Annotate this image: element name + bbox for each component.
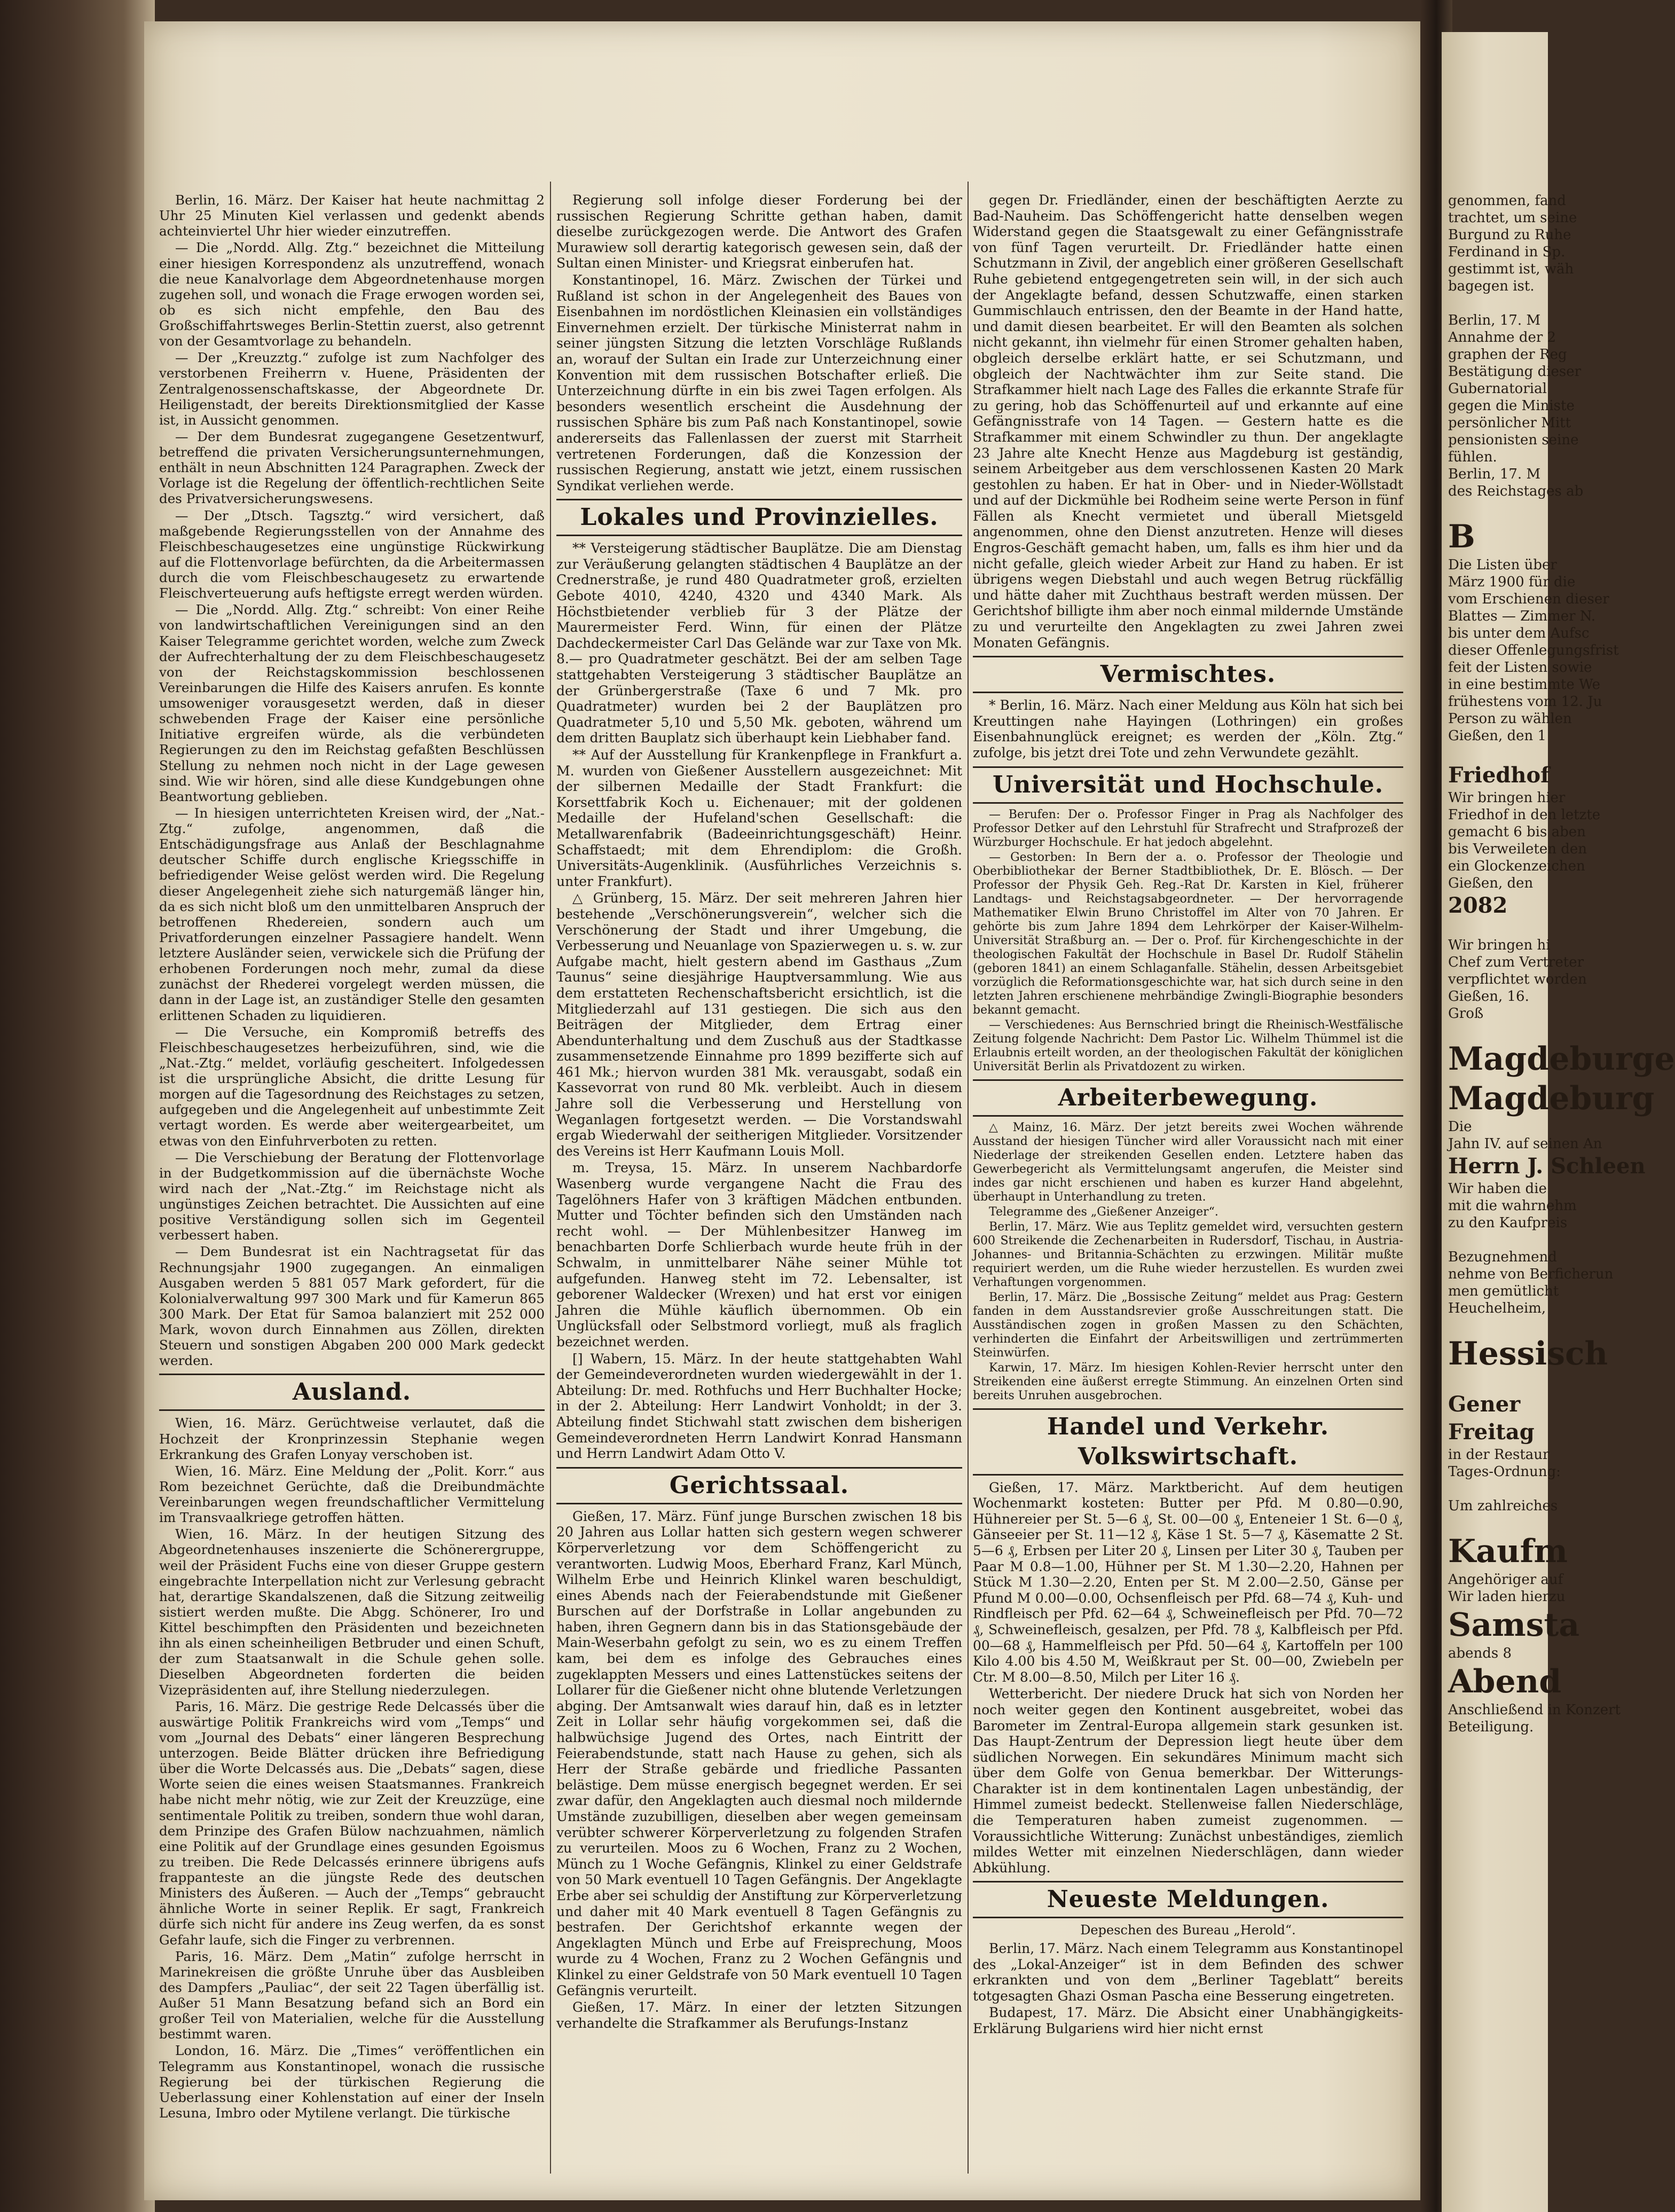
konstantinopel-section bbox=[556, 192, 962, 493]
adjacent-page-line: Blattes — Zimmer N. bbox=[1448, 608, 1596, 624]
arbeiterbewegung-section bbox=[973, 1121, 1403, 1403]
adjacent-page-line: Um zahlreiches bbox=[1448, 1498, 1558, 1514]
ausland-heading: Ausland. bbox=[159, 1374, 545, 1411]
adjacent-page-line: Gießen, den 1 bbox=[1448, 728, 1547, 744]
adjacent-page-line: Heuchelheim, bbox=[1448, 1300, 1546, 1316]
adjacent-page-line bbox=[1448, 920, 1548, 937]
adjacent-page-line: Berlin, 17. M bbox=[1448, 312, 1541, 328]
article-paragraph: m. Treysa, 15. März. In unserem Nachbardorfe Wasenberg wurde vergangene Nacht die Frau des Tagelöhners Hafer von 3 kräftigen Mädchen entbunden. Mutter und Töchter befinden sich den Umständen nach recht wohl. — Der Mühlenbesitzer Hanweg im benachbarten Dorfe Schlierbach wurde heute früh in der Schwalm, in unmittelbarer Nähe seiner Mühle tot aufgefunden. Hanweg steht im 72. Lebensalter, ist geborener Waldecker (Wrexen) und hat erst vor einigen Jahren die Mühle käuflich übernommen. Ob ein Unglücksfall oder Selbstmord vorliegt, muß als fraglich bezeichnet werden. bbox=[556, 1160, 962, 1350]
adjacent-page-line: Wir haben die bbox=[1448, 1181, 1547, 1197]
adjacent-page-line: Berlin, 17. M bbox=[1448, 466, 1541, 482]
article-paragraph: Berlin, 17. März. Nach einem Telegramm aus Konstantinopel des „Lokal-Anzeiger“ ist in dem Befinden des schwer erkrankten und von dem „Berliner Tageblatt“ bereits totgesagten Ghazi Osman Pascha eine Besserung eingetreten. bbox=[973, 1941, 1403, 2004]
article-paragraph: Konstantinopel, 16. März. Zwischen der Türkei und Rußland ist schon in der Angelegenheit des Baues von Eisenbahnen im nordöstlichen Kleinasien ein vollständiges Einvernehmen erzielt. Der türkische Ministerrat nahm in seiner jüngsten Sitzung die letzten Vorschläge Rußlands an, worauf der Sultan ein Irade zur Unterzeichnung einer Konvention mit dem russischen Botschafter erließ. Die Unterzeichnung dürfte in ein bis zwei Tagen erfolgen. Als besonders wesentlich erscheint die Ausdehnung der russischen Sphäre bis zum Paß nach Konstantinopel, sowie andererseits das Fallenlassen der zuerst mit Starrheit vertretenen Forderungen, daß die Konzession der russischen Regierung, anstatt wie jetzt, einem russischen Syndikat verliehen werde. bbox=[556, 272, 962, 493]
adjacent-page-line: Annahme der 2 bbox=[1448, 330, 1556, 346]
adjacent-page-line: fühlen. bbox=[1448, 449, 1497, 465]
adjacent-page-line: nehme von Berficherun bbox=[1448, 1266, 1614, 1282]
adjacent-page-line: gemacht 6 bis aben bbox=[1448, 824, 1586, 840]
adjacent-page-line bbox=[1448, 1317, 1548, 1334]
book-spine bbox=[0, 0, 155, 2212]
article-paragraph: Regierung soll infolge dieser Forderung bei der russischen Regierung Schritte gethan haben, damit dieselbe zurückgezogen werde. Die Antwort des Grafen Murawiew soll derartig kategorisch gewesen sein, daß der Sultan einen Minister- und Kriegsrat einberufen hat. bbox=[556, 192, 962, 271]
adjacent-page-line: März 1900 für die bbox=[1448, 574, 1576, 590]
adjacent-page-line: bis unter dem Aufsc bbox=[1448, 625, 1590, 641]
adjacent-page-line: Friedhof in den letzte bbox=[1448, 807, 1601, 823]
column-1 bbox=[159, 192, 545, 2121]
vermischtes-heading: Vermischtes. bbox=[973, 656, 1403, 693]
adjacent-page-line: trachtet, um seine bbox=[1448, 210, 1577, 226]
adjacent-page-line: in der Restaur bbox=[1448, 1447, 1550, 1463]
article-paragraph: Budapest, 17. März. Die Absicht einer Unabhängigkeits-Erklärung Bulgariens wird hier nicht ernst bbox=[973, 2005, 1403, 2036]
article-paragraph: — In hiesigen unterrichteten Kreisen wird, der „Nat.-Ztg.“ zufolge, angenommen, daß die Entschädigungsfrage aus Anlaß der Beschlagnahme deutscher Schiffe durch englische Kriegsschiffe in befriedigender Weise gelöst werden wird. Die Regelung dieser Angelegenheit ziehe sich naturgemäß länger hin, da es sich nicht bloß um den unmittelbaren Anspruch der betroffenen Rhedereien, sondern auch um Privatforderungen einzelner Passagiere handelt. Wenn letztere Ausländer seien, verwickele sich die Prüfung der erhobenen Forderungen noch mehr, zumal da diese zunächst der Rhederei vorgelegt werden müssen, die dann in der Lage ist, an zuständiger Stelle den gesamten erlittenen Schaden zu liquidieren. bbox=[159, 805, 545, 1023]
article-paragraph: Gießen, 17. März. Fünf junge Burschen zwischen 18 bis 20 Jahren aus Lollar hatten sich gestern wegen schwerer Körperverletzung vor dem Schöffengericht zu verantworten. Ludwig Moos, Eberhard Franz, Karl Münch, Wilhelm Erbe und Heinrich Klinkel waren beschuldigt, eines Abends nach der Feierabendstunde mit Gießener Burschen auf der Dorfstraße in Lollar angebunden zu haben, ihren Gegnern dann bis in das Stationsgebäude der Main-Weserbahn gefolgt zu sein, wo es zu einem Treffen kam, bei dem es infolge des Gebrauches eines zugeklappten Messers und eines Lattenstückes seitens der Lollarer für die Gießener nicht ohne blutende Verletzungen abging. Der Amtsanwalt wies darauf hin, daß es in letzter Zeit in Lollar sehr häufig vorgekommen sei, daß die halbwüchsige Jugend des Ortes, nach Eintritt der Feierabendstunde, statt nach Hause zu gehen, sich als Herr der Straße gebärde und friedliche Passanten belästige. Dem müsse energisch begegnet werden. Er sei zwar dafür, den Angeklagten auch diesmal noch mildernde Umstände zuzubilligen, dieselben aber wegen gemeinsam verübter schwerer Körperverletzung zu folgenden Strafen zu verurteilen. Moos zu 6 Wochen, Franz zu 2 Wochen, Münch zu 1 Woche Gefängnis, Klinkel zu einer Geldstrafe von 50 Mark eventuell 10 Tagen Gefängnis. Der Angeklagte Erbe aber sei schuldig der Anstiftung zur Körperverletzung und daher mit 40 Mark eventuell 8 Tagen Gefängnis zu bestrafen. Der Gerichtshof erkannte wegen der Angeklagten Münch und Erbe auf Freisprechung, Moos wurde zu 4 Wochen, Franz zu 2 Wochen Gefängnis und Klinkel zu einer Geldstrafe von 50 Mark eventuell 10 Tagen Gefängnis verurteilt. bbox=[556, 1508, 962, 1998]
universitaet-heading: Universität und Hochschule. bbox=[973, 766, 1403, 804]
article-paragraph: Berlin, 17. März. Wie aus Teplitz gemeldet wird, versuchten gestern 600 Streikende die Zechenarbeiten in Rudersdorf, Tischau, in Austria- Johannes- und Britannia-Schächten zu erzwingen. Militär mußte requiriert werden, um die Ruhe wieder herzustellen. Es wurden zwei Verhaftungen vorgenommen. bbox=[973, 1220, 1403, 1289]
article-paragraph: [] Wabern, 15. März. In der heute stattgehabten Wahl der Gemeindeverordneten wurden wiedergewählt in der 1. Abteilung: Dr. med. Rothfuchs und Herr Buchhalter Hocke; in der 2. Abteilung: Herr Landwirt Vonholdt; in der 3. Abteilung findet Stichwahl statt zwischen dem bisherigen Gemeindeverordneten Herrn Landwirt Konrad Hansmann und Herrn Landwirt Adam Otto V. bbox=[556, 1351, 962, 1462]
adjacent-page-line: Wir laden hierzu bbox=[1448, 1589, 1566, 1605]
vermischtes-section bbox=[973, 697, 1403, 760]
article-paragraph: Wien, 16. März. In der heutigen Sitzung des Abgeordnetenhauses inszenierte die Schönerergruppe, weil der Präsident Fuchs eine von dieser Gruppe gestern eingebrachte Interpellation nicht zur Verlesung gebracht hat, derartige Skandalszenen, daß die Sitzung zeitweilig sistiert werden mußte. Die Abgg. Schönerer, Iro und Kittel beschimpften den Präsidenten und bezeichneten ihn als einen scheinheiligen Betbruder und einen Schuft, der zum Staatsanwalt in die Schule gehen solle. Dieselben Abgeordneten forderten die beiden Vizepräsidenten auf, ihre Stellung niederzulegen. bbox=[159, 1526, 545, 1698]
adjacent-page-line: B bbox=[1448, 518, 1475, 555]
gerichtssaal-heading: Gerichtssaal. bbox=[556, 1467, 962, 1504]
article-paragraph: gegen Dr. Friedländer, einen der beschäftigten Aerzte zu Bad-Nauheim. Das Schöffengericht hatte denselben wegen Widerstand gegen die Staatsgewalt zu einer Gefängnisstrafe von fünf Tagen verurteilt. Dr. Friedländer hatte einen Schutzmann in Zivil, der angeblich einer größeren Gesellschaft Ruhe gebietend entgegengetreten sein will, in der sich auch der Angeklagte befand, dessen Schutzwaffe, einen starken Gummischlauch entrissen, den der Beamte in der Hand hatte, und damit diesen bearbeitet. Er will den Beamten als solchen nicht gekannt, ihn vielmehr für einen Stromer gehalten haben, obgleich derselbe erklärt hatte, er sei Schutzmann, und obgleich der Nachtwächter ihm zur Seite stand. Die Strafkammer hielt nach Lage des Falles die erkannte Strafe für zu gering, hob das Schöffenurteil auf und erkannte auf eine Gefängnisstrafe von 14 Tagen. — Gestern hatte es die Strafkammer mit einem Schwindler zu thun. Der angeklagte 23 Jahre alte Knecht Henze aus Magdeburg ist geständig, seinem Arbeitgeber aus dem verschlossenen Kasten 20 Mark gestohlen zu haben. Er hat in Ober- und in Nieder-Wöllstadt und auf der Dickmühle bei Rodheim seine werte Person in fünf Fällen als Knecht vermietet und überall Mietsgeld angenommen, ohne den Dienst anzutreten. Henze will dieses Engros-Geschäft gemacht haben, um, falls es ihm hier und da nicht gefalle, gleich wieder Arbeit zur Hand zu haben. Er ist übrigens wegen Diebstahl und auch wegen Betrug rückfällig und hätte daher mit Zuchthaus bestraft werden müssen. Der Gerichtshof billigte ihm aber noch einmal mildernde Umstände zu und verurteilte den Angeklagten zu zwei Jahren zwei Monaten Gefängnis. bbox=[973, 192, 1403, 650]
adjacent-page-line: Person zu wählen bbox=[1448, 711, 1572, 727]
column-2 bbox=[556, 192, 962, 2031]
adjacent-page-line: Gener bbox=[1448, 1392, 1521, 1417]
adjacent-page-line: Gießen, 16. bbox=[1448, 989, 1529, 1005]
adjacent-page-line: des Reichstages ab bbox=[1448, 483, 1584, 499]
adjacent-page-line: persönlicher Mitt bbox=[1448, 415, 1571, 431]
adjacent-page-line: Chef zum Vertreter bbox=[1448, 954, 1584, 970]
article-paragraph: Gießen, 17. März. Marktbericht. Auf dem heutigen Wochenmarkt kosteten: Butter per Pfd. M 0.80—0.90, Hühnereier per St. 5—6 ₰, St. 00—00 ₰, Enteneier 1 St. 6—0 ₰, Gänseeier per St. 11—12 ₰, Käse 1 St. 5—7 ₰, Käsematte 2 St. 5—6 ₰, Erbsen per Liter 20 ₰, Linsen per Liter 30 ₰, Tauben per Paar M 0.8—1.00, Hühner per St. M 1.30—2.20, Hahnen per Stück M 1.30—2.20, Enten per St. M 2.00—2.50, Gänse per Pfund M 0.00—0.00, Ochsenfleisch per Pfd. 68—74 ₰, Kuh- und Rindfleisch per Pfd. 62—64 ₰, Schweinefleisch per Pfd. 70—72 ₰, Schweinefleisch, gesalzen, per Pfd. 78 ₰, Kalbfleisch per Pfd. 00—68 ₰, Hammelfleisch per Pfd. 50—64 ₰, Kartoffeln per 100 Kilo 4.00 bis 4.50 M, Weißkraut per St. 00—00, Zwiebeln per Ctr. M 8.00—8.50, Milch per Liter 16 ₰. bbox=[973, 1479, 1403, 1685]
universitaet-section bbox=[973, 808, 1403, 1074]
adjacent-page-line: Bezugnehmend bbox=[1448, 1249, 1557, 1265]
adjacent-page-line: Bestätigung dieser bbox=[1448, 364, 1582, 380]
adjacent-page-line: genommen, fand bbox=[1448, 193, 1566, 209]
article-paragraph: — Der dem Bundesrat zugegangene Gesetzentwurf, betreffend die privaten Versicherungsunternehmungen, enthält in neun Abschnitten 124 Paragraphen. Zweck der Vorlage ist die Regelung der öffentlich-rechtlichen Seite des Privatversicherungswesens. bbox=[159, 428, 545, 507]
column-rule-1 bbox=[550, 182, 551, 2174]
adjacent-page-line: mit die wahrnehm bbox=[1448, 1198, 1577, 1214]
adjacent-page-line: vom Erschienen dieser bbox=[1448, 591, 1609, 607]
adjacent-page-line: Magdeburg bbox=[1448, 1080, 1655, 1117]
column-3 bbox=[973, 192, 1403, 2037]
adjacent-page-line: Gubernatorial bbox=[1448, 381, 1547, 397]
adjacent-page-line bbox=[1448, 1480, 1548, 1497]
adjacent-page-line: verpflichtet worden bbox=[1448, 971, 1587, 987]
adjacent-page-line: men gemütlicht bbox=[1448, 1283, 1559, 1299]
article-paragraph: △ Grünberg, 15. März. Der seit mehreren Jahren hier bestehende „Verschönerungsverein“, welcher sich die Verschönerung der Stadt und ihrer Umgebung, die Verbesserung und Neuanlage von Spazierwegen u. s. w. zur Aufgabe macht, hielt gestern abend im Gasthaus „Zum Taunus“ seine diesjährige Hauptversammlung. Wie aus dem erstatteten Rechenschaftsbericht ersichtlich, ist die Mitgliederzahl auf 131 gestiegen. Die sich aus den Beiträgen der Mitglieder, dem Ertrag einer Abendunterhaltung und dem Zuschuß aus der Stadtkasse zusammensetzende Einnahme pro 1899 bezifferte sich auf 461 Mk.; hiervon wurden 381 Mk. verausgabt, sodaß ein Kassevorrat von rund 80 Mk. verbleibt. Auch in diesem Jahre soll die Verbesserung und Herstellung von Weganlagen fortgesetzt werden. — Die Vorstandswahl ergab Wiederwahl der seitherigen Mitglieder. Vorsitzender des Vereins ist Herr Kaufmann Louis Moll. bbox=[556, 890, 962, 1159]
article-paragraph: London, 16. März. Die „Times“ veröffentlichen ein Telegramm aus Konstantinopel, wonach die russische Regierung bei der türkischen Regierung die Ueberlassung einer Kohlenstation auf einer der Inseln Lesuna, Imbro oder Mytilene verlangt. Die türkische bbox=[159, 2043, 545, 2121]
article-paragraph: — Verschiedenes: Aus Bernschried bringt die Rheinisch-Westfälische Zeitung folgende Nachricht: Dem Pastor Lic. Wilhelm Thümmel ist die Erlaubnis erteilt worden, an der theologischen Fakultät der königlichen Universität Berlin als Privatdozent zu wirken. bbox=[973, 1018, 1403, 1073]
article-paragraph: — Gestorben: In Bern der a. o. Professor der Theologie und Oberbibliothekar der Berner Stadtbibliothek, Dr. E. Blösch. — Der Professor der Physik Geh. Reg.-Rat Dr. Karsten in Kiel, früherer Landtags- und Reichstagsabgeordneter. — Der hervorragende Mathematiker Elwin Bruno Christoffel im Alter von 70 Jahren. Er gehörte bis zum Jahre 1894 dem Lehrkörper der Kaiser-Wilhelm-Universität Straßburg an. — Der o. Prof. für Kirchengeschichte in der theologischen Fakultät der Hochschule in Basel Dr. Rudolf Stähelin (geboren 1841) an einem Schlaganfalle. Stähelin, dessen Arbeitsgebiet vorzüglich die Reformationsgeschichte war, hat sich durch seine in den letzten Jahren erschienene mehrbändige Zwingli-Biographie besonders bekannt gemacht. bbox=[973, 850, 1403, 1017]
adjacent-page-line: gestimmt ist, wäh bbox=[1448, 261, 1574, 277]
adjacent-page-line: Angehöriger auf bbox=[1448, 1572, 1563, 1588]
adjacent-page-line: bis Verweileten den bbox=[1448, 841, 1587, 857]
adjacent-page-line: gegen die Ministe bbox=[1448, 398, 1575, 414]
adjacent-page-line: in eine bestimmte We bbox=[1448, 677, 1600, 693]
article-paragraph: Karwin, 17. März. Im hiesigen Kohlen-Revier herrscht unter den Streikenden eine äußerst erregte Stimmung. An einzelnen Orten sind bereits Unruhen ausgebrochen. bbox=[973, 1361, 1403, 1402]
adjacent-page-line: Hessisch bbox=[1448, 1335, 1608, 1372]
neueste-section bbox=[973, 1941, 1403, 2037]
lokales-heading: Lokales und Provinzielles. bbox=[556, 499, 962, 536]
adjacent-page-line: Friedhof bbox=[1448, 763, 1550, 788]
article-paragraph: — Die „Nordd. Allg. Ztg.“ schreibt: Von einer Reihe von landwirtschaftlichen Vereinigungen sind an den Kaiser Telegramme gerichtet worden, welche zum Zweck der Aufrechterhaltung der zu dem Fleischbeschaugesetz von der Reichstagskommission beschlossenen Vereinbarungen die Hilfe des Kaisers anrufen. Es konnte umsoweniger vorausgesetzt werden, daß in dieser schwebenden Frage der Kaiser eine persönliche Initiative ergreifen würde, als die verbündeten Regierungen zu den im Reichstag gefaßten Beschlüssen Stellung zu nehmen noch nicht in der Lage gewesen sind. Wie wir hören, sind alle diese Kundgebungen ohne Beantwortung geblieben. bbox=[159, 602, 545, 804]
adjacent-page-line: ein Glockenzeichen bbox=[1448, 858, 1585, 874]
adjacent-page-edge bbox=[1442, 32, 1675, 2212]
adjacent-page-line bbox=[1448, 744, 1548, 762]
ausland-section bbox=[159, 1415, 545, 2121]
adjacent-page-line: Freitag bbox=[1448, 1419, 1535, 1445]
adjacent-page-line: abends 8 bbox=[1448, 1645, 1512, 1661]
adjacent-page-line: Herrn J. Schleen bbox=[1448, 1154, 1646, 1179]
adjacent-page-line: Groß bbox=[1448, 1006, 1484, 1022]
lokales-section bbox=[556, 540, 962, 1461]
neueste-subheading: Depeschen des Bureau „Herold“. bbox=[1080, 1923, 1296, 1938]
arbeiterbewegung-heading: Arbeiterbewegung. bbox=[973, 1079, 1403, 1117]
article-paragraph: — Der „Dtsch. Tagsztg.“ wird versichert, daß maßgebende Regierungsstellen von der Annahme des Fleischbeschaugesetzes eine ungünstige Rückwirkung auf die Flottenvorlage befürchten, da die Arbeitermassen durch die vom Fleischbeschaugesetz zu erwartende Fleischverteuerung aufs heftigste erregt werden würden. bbox=[159, 507, 545, 601]
adjacent-page-line: Beteiligung. bbox=[1448, 1719, 1534, 1735]
adjacent-page-text bbox=[1442, 32, 1675, 1736]
adjacent-page-line: Abend bbox=[1448, 1663, 1562, 1700]
adjacent-page-line: dieser Offenlegungsfrist bbox=[1448, 642, 1619, 658]
article-paragraph: — Die Verschiebung der Beratung der Flottenvorlage in der Budgetkommission auf die übernächste Woche wird nach der „Nat.-Ztg.“ im Reichstage nicht als ungünstiges Zeichen betrachtet. Die Aussichten auf eine positive Verständigung sollen sich im Gegenteil verbessert haben. bbox=[159, 1149, 545, 1243]
article-paragraph: — Berufen: Der o. Professor Finger in Prag als Nachfolger des Professor Detker auf den Lehrstuhl für Strafrecht und Strafprozeß der Würzburger Hochschule. Er hat jedoch abgelehnt. bbox=[973, 807, 1403, 849]
handel-section bbox=[973, 1480, 1403, 1876]
adjacent-page-line: Die Listen über bbox=[1448, 557, 1557, 573]
adjacent-page-line: Wir bringen hier bbox=[1448, 790, 1566, 806]
article-paragraph: △ Mainz, 16. März. Der jetzt bereits zwei Wochen währende Ausstand der hiesigen Tüncher wird aller Voraussicht nach mit einer Niederlage der streikenden Gesellen enden. Letztere haben das Gewerbegericht als Vermittelungsamt angerufen, die Meister sind indes gar nicht erschienen und haben es kurzer Hand abgelehnt, überhaupt in Unterhandlung zu treten. bbox=[973, 1120, 1403, 1204]
adjacent-page-line: Gießen, den bbox=[1448, 875, 1534, 891]
article-paragraph: ** Versteigerung städtischer Bauplätze. Die am Dienstag zur Veräußerung gelangten städtischen 4 Bauplätze an der Crednerstraße, je rund 480 Quadratmeter groß, erzielten Gebote 4010, 4240, 4320 und 4340 Mark. Als Höchstbietender verblieb für 3 der Plätze der Maurermeister Ferd. Winn, für einen der Plätze Dachdeckermeister Carl Das Gelände war zur Taxe von Mk. 8.— pro Quadratmeter geschätzt. Bei der am selben Tage stattgehabten Versteigerung 3 städtischer Bauplätze an der Grünbergerstraße (Taxe 6 und 7 Mk. pro Quadratmeter) wurden bei 2 der Bauplätzen pro Quadratmeter 5,10 und 5,50 Mk. geboten, während um dem dritten Bauplatz sich überhaupt kein Liebhaber fand. bbox=[556, 540, 962, 746]
article-paragraph: Berlin, 16. März. Der Kaiser hat heute nachmittag 2 Uhr 25 Minuten Kiel verlassen und gedenkt abends achteinviertel Uhr hier wieder einzutreffen. bbox=[159, 192, 545, 239]
adjacent-page-line: Anschließend in Konzert bbox=[1448, 1702, 1621, 1718]
adjacent-page-line bbox=[1448, 500, 1548, 517]
article-paragraph: — Dem Bundesrat ist ein Nachtragsetat für das Rechnungsjahr 1900 zugegangen. An einmaligen Ausgaben werden 5 881 057 Mark gefordert, für die Kolonialverwaltung 997 300 Mark und für Kamerun 865 300 Mark. Der Etat für Samoa balanziert mit 252 000 Mark, wovon durch Einnahmen aus Zöllen, direkten Steuern und sonstigen Abgaben 200 000 Mark gedeckt werden. bbox=[159, 1244, 545, 1369]
politics-section bbox=[159, 192, 545, 1368]
adjacent-page-line: 2082 bbox=[1448, 893, 1508, 918]
adjacent-page-line: Die bbox=[1448, 1119, 1472, 1135]
adjacent-page-line: zu den Kaufpreis bbox=[1448, 1215, 1568, 1231]
adjacent-page-line: Jahn IV. auf seinen An bbox=[1448, 1136, 1602, 1152]
adjacent-page-line: bagegen ist. bbox=[1448, 278, 1535, 294]
adjacent-page-line: graphen der Reg bbox=[1448, 347, 1567, 363]
adjacent-page-line bbox=[1448, 1515, 1548, 1532]
adjacent-page-line bbox=[1448, 1231, 1548, 1249]
adjacent-page-line bbox=[1448, 1374, 1548, 1391]
article-paragraph: Wien, 16. März. Gerüchtweise verlautet, daß die Hochzeit der Kronprinzessin Stephanie wegen Erkrankung des Grafen Lonyay verschoben ist. bbox=[159, 1415, 545, 1462]
article-paragraph: — Die „Nordd. Allg. Ztg.“ bezeichnet die Mitteilung einer hiesigen Korrespondenz als unzutreffend, wonach die neue Kanalvorlage dem Abgeordnetenhause morgen zugehen soll, und wonach die Frage erwogen worden sei, ob es sich nicht empfehle, den Bau des Großschiffahrtsweges Berlin-Stettin zuerst, also getrennt von der Gesamtvorlage zu behandeln. bbox=[159, 240, 545, 349]
article-paragraph: * Berlin, 16. März. Nach einer Meldung aus Köln hat sich bei Kreuttingen nahe Hayingen (Lothringen) ein großes Eisenbahnunglück ereignet; es werden der „Köln. Ztg.“ zufolge, bis jetzt drei Tote und zehn Verwundete gezählt. bbox=[973, 697, 1403, 760]
handel-heading: Handel und Verkehr. Volkswirtschaft. bbox=[973, 1408, 1403, 1476]
adjacent-page-line bbox=[1448, 295, 1548, 312]
adjacent-page-line: Ferdinand in Sp. bbox=[1448, 244, 1566, 260]
gerichtssaal-section bbox=[556, 1509, 962, 2031]
adjacent-page-line: Samsta bbox=[1448, 1606, 1580, 1644]
neueste-heading: Neueste Meldungen. bbox=[973, 1881, 1403, 1918]
article-paragraph: Telegramme des „Gießener Anzeiger“. bbox=[989, 1205, 1218, 1219]
article-paragraph: Wetterbericht. Der niedere Druck hat sich von Norden her noch weiter gegen den Kontinent ausgebreitet, wobei das Barometer im Zentral-Europa allgemein stark gesunken ist. Das Haupt-Zentrum der Depression liegt heute über dem südlichen Norwegen. Ein sekundäres Minimum macht sich über dem Golfe von Genua bemerkbar. Der Witterungs-Charakter ist in dem kontinentalen Lagen unbeständig, der Himmel zumeist bedeckt. Stellenweise fallen Niederschläge, die Temperaturen haben zumeist zugenommen. — Voraussichtliche Witterung: Zunächst unbeständiges, ziemlich mildes Wetter mit einzelnen Niederschlägen, dann wieder Abkühlung. bbox=[973, 1686, 1403, 1876]
article-paragraph: Wien, 16. März. Eine Meldung der „Polit. Korr.“ aus Rom bezeichnet Gerüchte, daß die Dreibundmächte Vereinbarungen wegen freundschaftlicher Vermittelung im Transvaalkriege getroffen hätten. bbox=[159, 1463, 545, 1526]
adjacent-page-line: feit der Listen sowie bbox=[1448, 660, 1592, 676]
article-paragraph: Paris, 16. März. Dem „Matin“ zufolge herrscht in Marinekreisen die größte Unruhe über das Ausbleiben des Dampfers „Pauliac“, der seit 22 Tagen überfällig ist. Außer 51 Mann Besatzung befand sich an Bord ein großer Teil von Materialien, welche für die Ausstellung bestimmt waren. bbox=[159, 1948, 545, 2042]
article-paragraph: Berlin, 17. März. Die „Bossische Zeitung“ meldet aus Prag: Gestern fanden in dem Ausstandsrevier große Ausschreitungen statt. Die Ausständischen zogen in großen Massen zu den Schächten, verhinderten die Einfahrt der Arbeitswilligen und zertrümmerten Steinwürfen. bbox=[973, 1290, 1403, 1360]
column-rule-2 bbox=[968, 182, 969, 2174]
adjacent-page-line: Kaufm bbox=[1448, 1533, 1568, 1570]
court-continuation bbox=[973, 192, 1403, 650]
adjacent-page-line: Burgund zu Ruhe bbox=[1448, 227, 1571, 243]
adjacent-page-line bbox=[1448, 1022, 1548, 1039]
article-paragraph: Gießen, 17. März. In einer der letzten Sitzungen verhandelte die Strafkammer als Berufungs-Instanz bbox=[556, 1999, 962, 2031]
article-paragraph: — Die Versuche, ein Kompromiß betreffs des Fleischbeschaugesetzes herbeizuführen, sind, wie die „Nat.-Ztg.“ meldet, vorläufig gescheitert. Infolgedessen ist die ursprüngliche Absicht, die dritte Lesung für morgen auf die Tagesordnung des Reichstages zu setzen, aufgegeben und die Angelegenheit auf unbestimmte Zeit vertagt worden. Es werde aber weitergearbeitet, um etwas von den Einfuhrverboten zu retten. bbox=[159, 1024, 545, 1149]
adjacent-page-line: Magdeburge bbox=[1448, 1040, 1675, 1078]
adjacent-page-line: Wir bringen hi bbox=[1448, 937, 1551, 953]
article-paragraph: ** Auf der Ausstellung für Krankenpflege in Frankfurt a. M. wurden von Gießener Ausstellern ausgezeichnet: Mit der silbernen Medaille der Stadt Frankfurt: die Korsettfabrik Koch u. Eichenauer; mit der goldenen Medaille der Hufeland'schen Gesellschaft: die Metallwarenfabrik (Badeeinrichtungsgeschäft) Heinr. Schaffstaedt; mit dem Ehrendiplom: die Großh. Universitäts-Augenklinik. (Ausführliches Verzeichnis s. unter Frankfurt). bbox=[556, 747, 962, 889]
adjacent-page-line: frühestens vom 12. Ju bbox=[1448, 694, 1602, 710]
adjacent-page-line: pensionisten seine bbox=[1448, 432, 1579, 448]
article-paragraph: Paris, 16. März. Die gestrige Rede Delcassés über die auswärtige Politik Frankreichs wird vom „Temps“ und vom „Journal des Debats“ einer längeren Besprechung unterzogen. Beide Blätter drücken ihre Befriedigung über die Worte Delcassés aus. Die „Debats“ sagen, diese Worte seien die eines weisen Staatsmannes. Frankreich habe nicht mehr nötig, wie zur Zeit der Kreuzzüge, eine sentimentale Politik zu treiben, sondern thue wohl daran, dem Prinzipe des Grafen Bülow nachzuahmen, nämlich eine Politik auf der Grundlage eines gesunden Egoismus zu treiben. Die Rede Delcassés erinnere übrigens aufs frappanteste an die jüngste Rede des deutschen Ministers des Äußeren. — Auch der „Temps“ gebraucht ähnliche Worte in seiner Replik. Er sagt, Frankreich dürfe sich nicht für andere ins Zeug werfen, da es sonst Gefahr laufe, sich die Finger zu verbrennen. bbox=[159, 1698, 545, 1948]
article-paragraph: — Der „Kreuzztg.“ zufolge ist zum Nachfolger des verstorbenen Freiherrn v. Huene, Präsidenten der Zentralgenossenschaftskasse, der Abgeordnete Dr. Heiligenstadt, der bereits Direktionsmitglied der Kasse ist, in Aussicht genommen. bbox=[159, 350, 545, 428]
adjacent-page-line: Tages-Ordnung: bbox=[1448, 1464, 1561, 1480]
